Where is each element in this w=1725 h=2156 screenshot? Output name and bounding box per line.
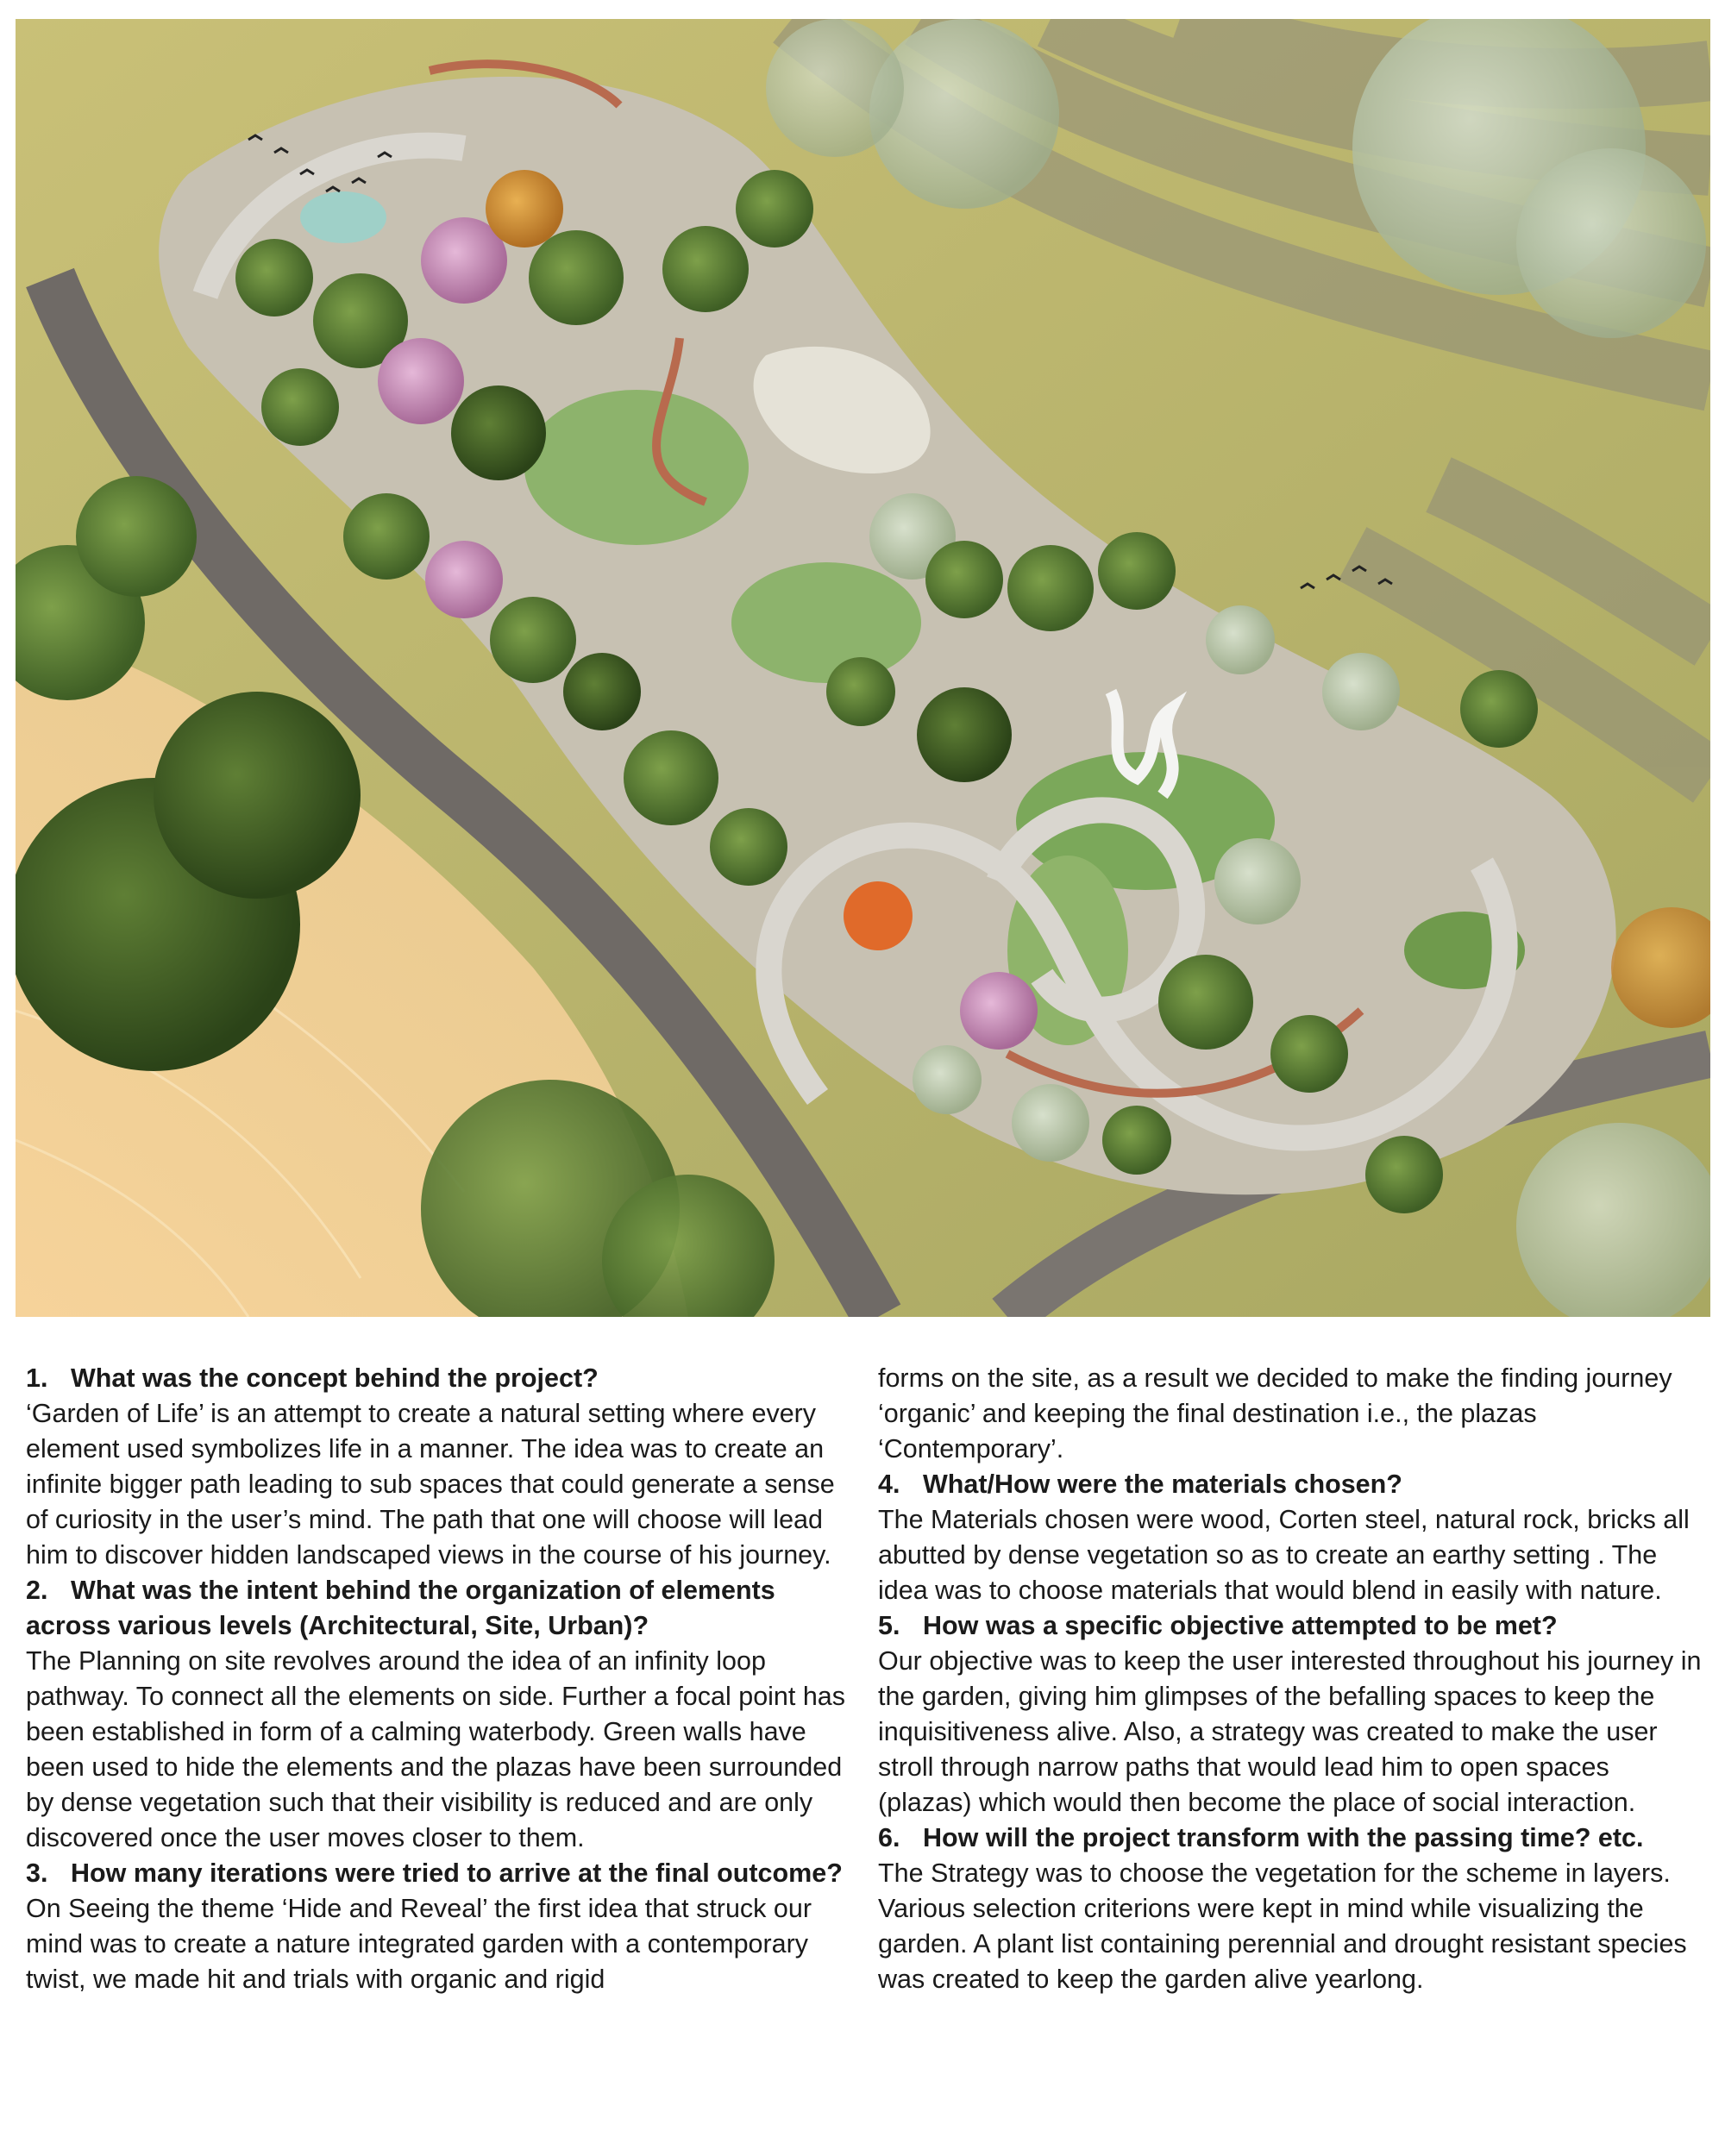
- question-5: 5. How was a specific objective attempted to be met?: [878, 1611, 1558, 1640]
- qa-text-area: [26, 1361, 1708, 2137]
- answer-6: The Strategy was to choose the vegetation for the scheme in layers. Various selection criterions were kept in mind while visualizing the garden. A plant list containing perennial and drought resistant species was created to keep the garden alive yearlong.: [878, 1858, 1687, 1994]
- text-column-left: [26, 1361, 854, 1997]
- aerial-render-image: [16, 19, 1710, 1317]
- question-3: 3. How many iterations were tried to arrive at the final outcome?: [26, 1858, 843, 1888]
- question-6: 6. How will the project transform with the passing time? etc.: [878, 1823, 1644, 1852]
- question-2: 2. What was the intent behind the organization of elements across various levels (Architectural, Site, Urban)?: [26, 1576, 775, 1640]
- answer-3: On Seeing the theme ‘Hide and Reveal’ the first idea that struck our mind was to create a nature integrated garden with a contemporary twist, we made hit and trials with organic and rigid: [26, 1894, 812, 1994]
- answer-3-continued: forms on the site, as a result we decided to make the finding journey ‘organic’ and keeping the final destination i.e., the plazas ‘Contemporary’.: [878, 1363, 1672, 1463]
- answer-4: The Materials chosen were wood, Corten steel, natural rock, bricks all abutted by dense vegetation so as to create an earthy setting . The idea was to choose materials that would blend in easily with nature.: [878, 1505, 1690, 1605]
- question-1: 1. What was the concept behind the project?: [26, 1363, 599, 1393]
- text-column-right: [878, 1361, 1706, 1997]
- question-4: 4. What/How were the materials chosen?: [878, 1470, 1402, 1499]
- aerial-render-illustration: [16, 19, 1710, 1317]
- answer-1: ‘Garden of Life’ is an attempt to create a natural setting where every element used symbolizes life in a manner. The idea was to create an infinite bigger path leading to sub spaces that could generate a sense of curiosity in the user’s mind. The path that one will choose will lead him to discover hidden landscaped views in the course of his journey.: [26, 1399, 835, 1570]
- answer-5: Our objective was to keep the user interested throughout his journey in the garden, giving him glimpses of the befalling spaces to keep the inquisitiveness alive. Also, a strategy was created to make the user stroll through narrow paths that would lead him to open spaces (plazas) which would then become the place of social interaction.: [878, 1646, 1702, 1817]
- answer-2: The Planning on site revolves around the idea of an infinity loop pathway. To connect all the elements on side. Further a focal point has been established in form of a calming waterbody. Green walls have been used to hide the elements and the plazas have been surrounded by dense vegetation such that their visibility is reduced and are only discovered once the user moves closer to them.: [26, 1646, 846, 1852]
